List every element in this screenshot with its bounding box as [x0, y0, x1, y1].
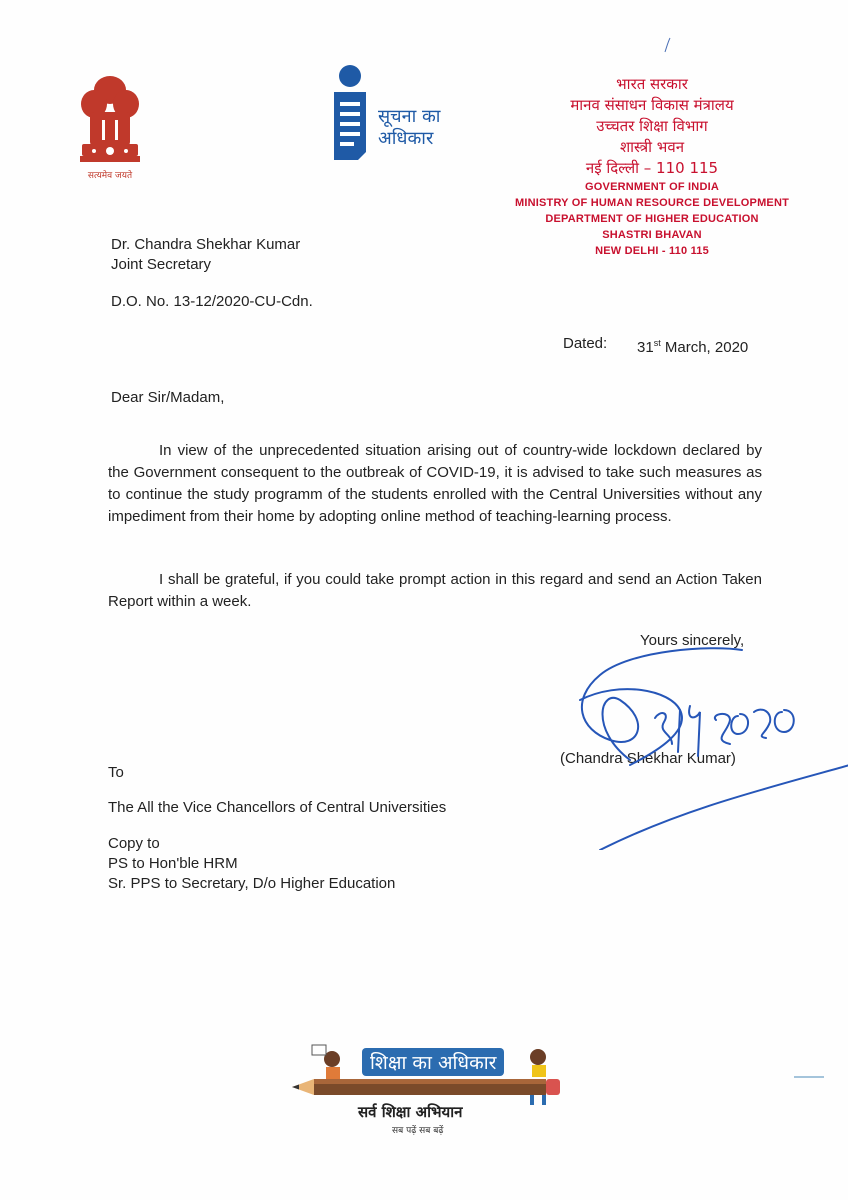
rti-label-line2: अधिकार — [378, 128, 434, 149]
letterhead-english-line: NEW DELHI - 110 115 — [595, 245, 709, 257]
letterhead — [502, 74, 802, 259]
letterhead-english-line: MINISTRY OF HUMAN RESOURCE DEVELOPMENT — [514, 197, 790, 209]
copy-to-label: Copy to — [108, 835, 160, 852]
letterhead-hindi-line: मानव संसाधन विकास मंत्रालय — [570, 96, 734, 114]
rti-label-line1: सूचना का — [378, 106, 441, 127]
national-emblem-icon — [70, 68, 150, 180]
letterhead-english-line: DEPARTMENT OF HIGHER EDUCATION — [545, 213, 759, 225]
letterhead-hindi-line: भारत सरकार — [616, 75, 688, 93]
salutation: Dear Sir/Madam, — [111, 389, 225, 406]
footer-logo-title: शिक्षा का अधिकार — [362, 1048, 504, 1076]
closing: Yours sincerely, — [640, 632, 745, 649]
date-day: 31 — [637, 339, 654, 356]
letterhead-hindi-line: नई दिल्ली – 110 115 — [585, 159, 719, 177]
letterhead-hindi-line: उच्चतर शिक्षा विभाग — [596, 117, 708, 135]
scan-mark-icon — [794, 1075, 824, 1079]
to-label: To — [108, 764, 124, 781]
signatory-name: (Chandra Shekhar Kumar) — [560, 750, 736, 767]
addressee: The All the Vice Chancellors of Central Universities — [108, 799, 447, 816]
date-label: Dated: — [563, 335, 608, 352]
rti-logo-icon — [330, 64, 370, 164]
footer-logo-tagline: सब पढ़ें सब बढ़ें — [392, 1126, 444, 1136]
letterhead-hindi-line: शास्त्री भवन — [619, 138, 685, 156]
pen-mark-icon — [662, 36, 674, 54]
sender-name: Dr. Chandra Shekhar Kumar — [111, 236, 301, 253]
sender-title: Joint Secretary — [111, 256, 212, 273]
footer-logo-subtitle: सर्व शिक्षा अभियान — [358, 1103, 463, 1121]
date-month-year: March, 2020 — [664, 339, 749, 356]
body-paragraph: I shall be grateful, if you could take prompt action in this regard and send an Action Taken Report within a week. — [108, 571, 762, 610]
handwritten-signature-icon — [560, 640, 848, 850]
date-suffix: st — [653, 338, 661, 348]
letterhead-english-line: SHASTRI BHAVAN — [602, 229, 702, 241]
letterhead-english-line: GOVERNMENT OF INDIA — [585, 181, 719, 193]
date-value — [637, 333, 748, 358]
emblem-motto: सत्यमेव जयते — [87, 171, 133, 181]
reference-number: D.O. No. 13-12/2020-CU-Cdn. — [111, 293, 313, 310]
copy-recipient: Sr. PPS to Secretary, D/o Higher Education — [108, 875, 396, 892]
copy-recipient: PS to Hon'ble HRM — [108, 855, 238, 872]
body-paragraph: In view of the unprecedented situation arising out of country-wide lockdown declared by the Government consequent to the outbreak of COVID-19, it is advised to take such measures as to continue the study programm of the students enrolled with the Central Universities without any impediment from their home by adopting online method of teaching-learning process. — [108, 442, 762, 525]
